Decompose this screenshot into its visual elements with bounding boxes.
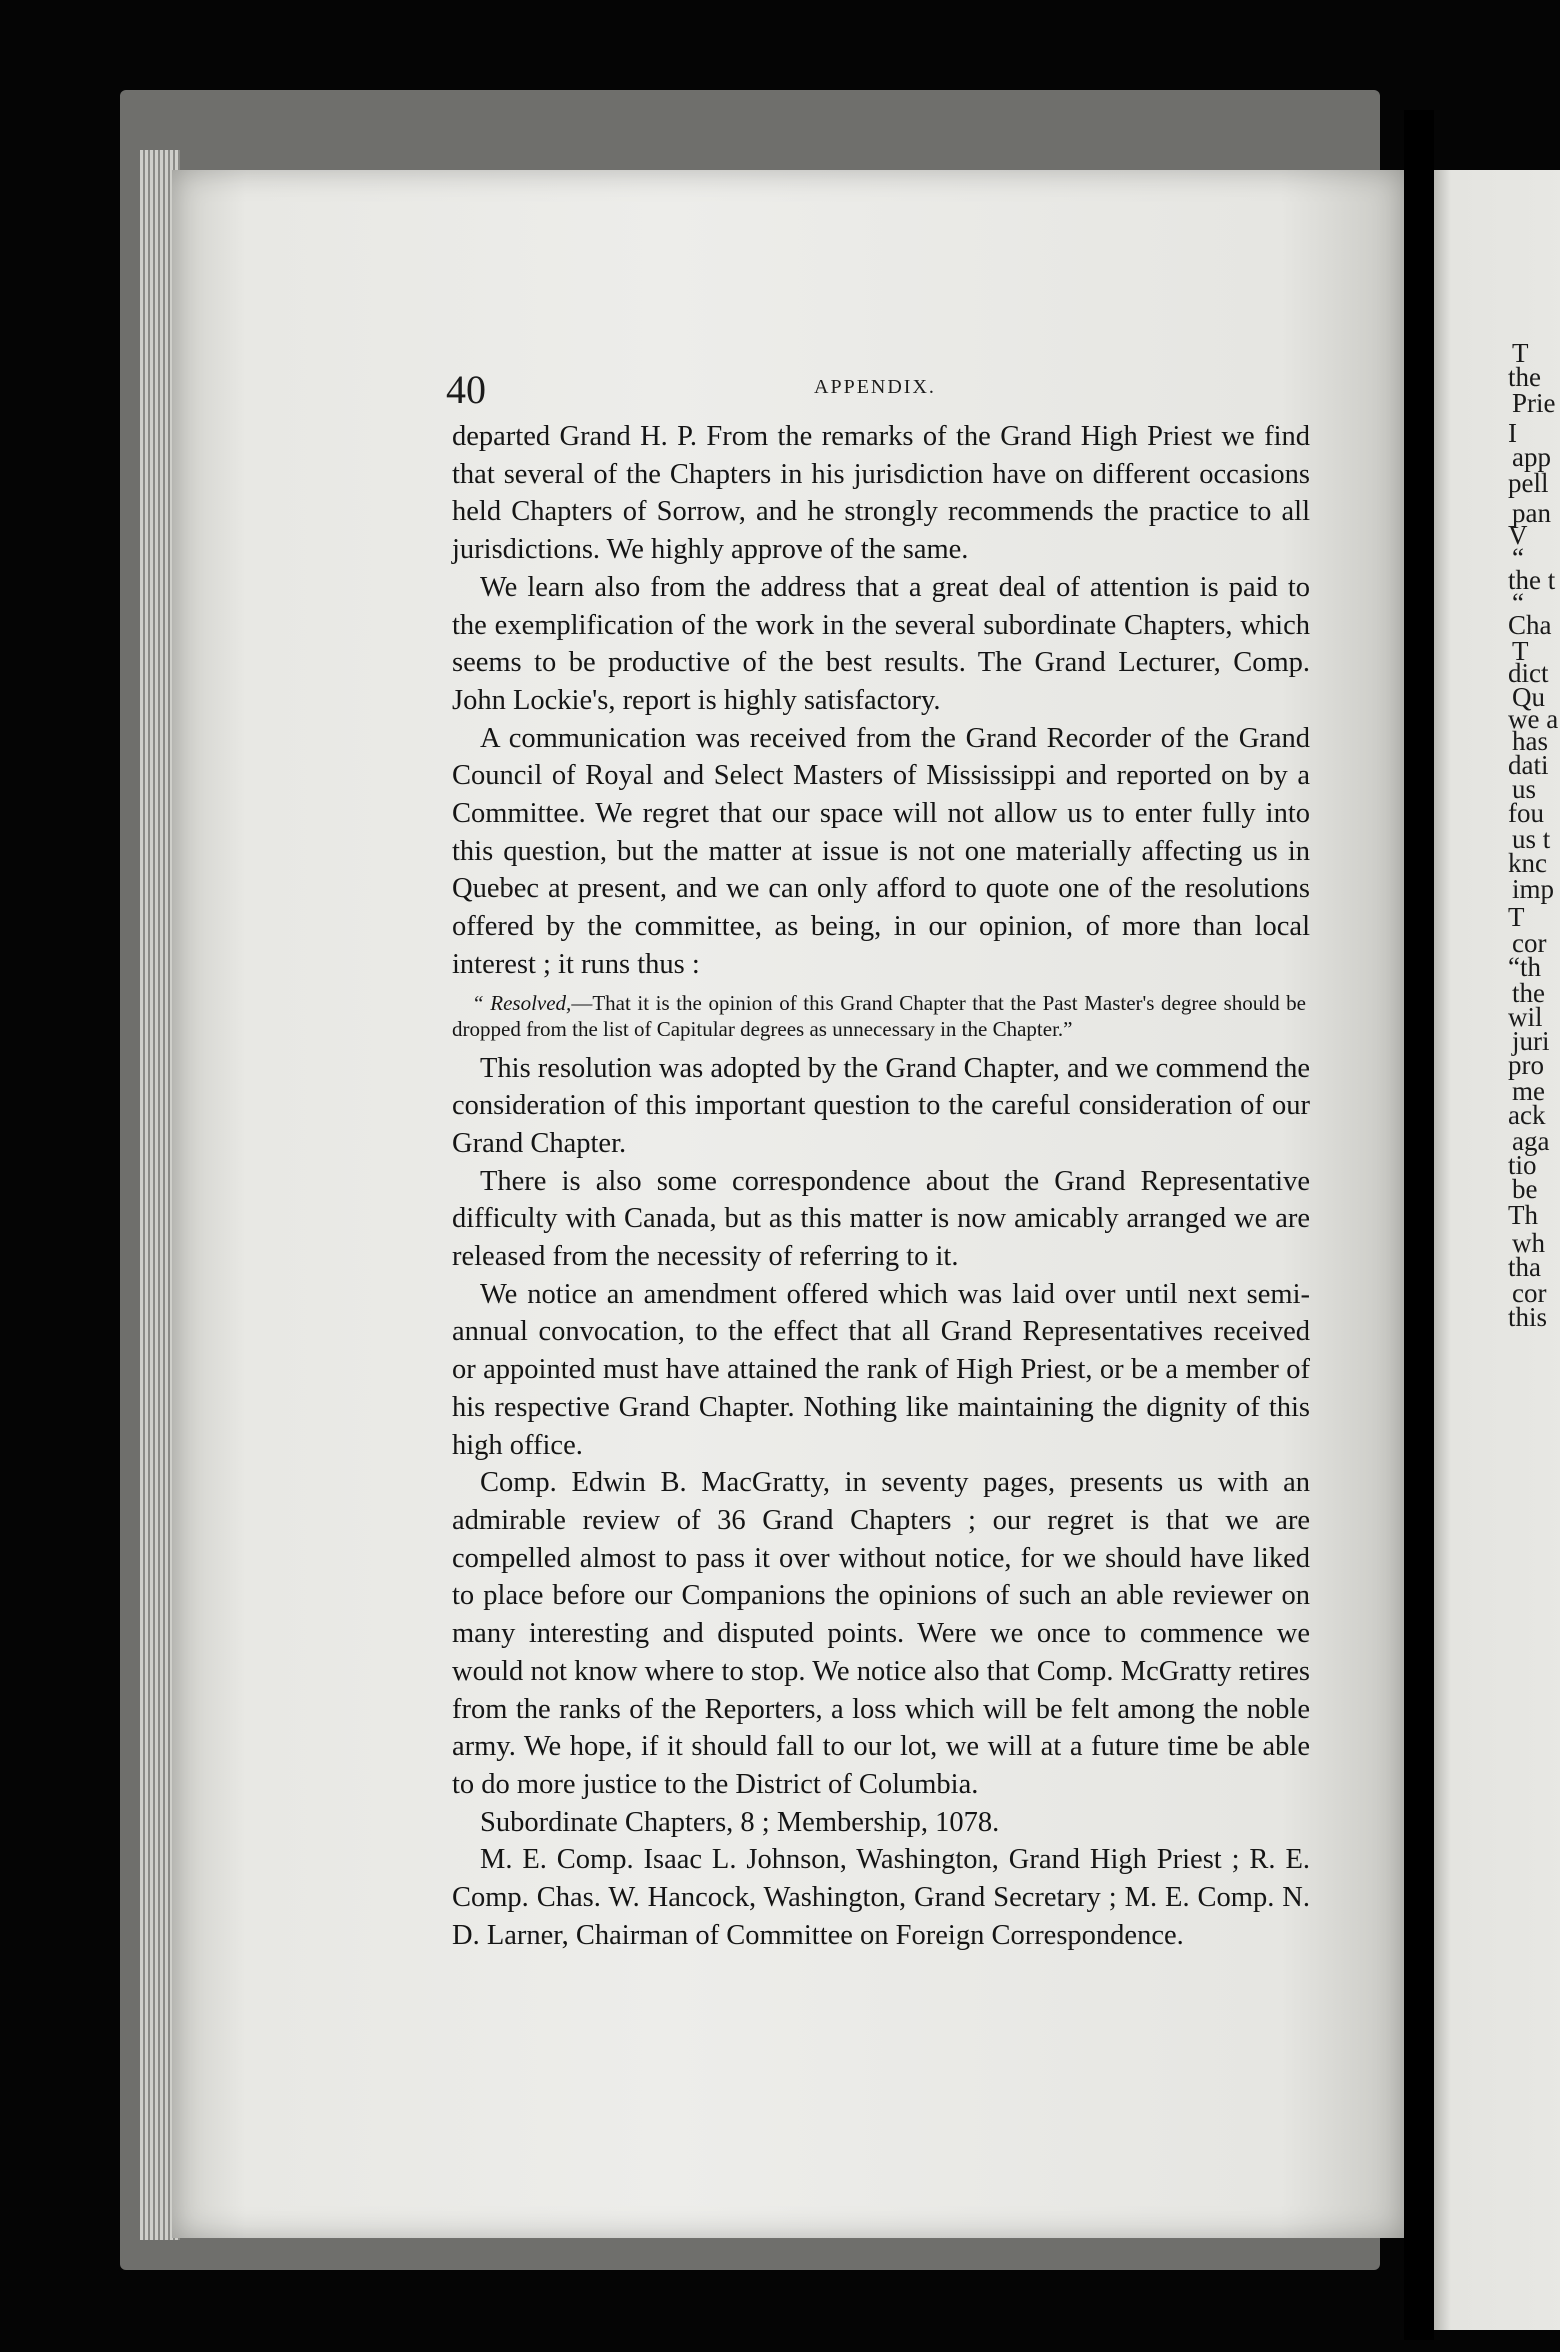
adjacent-page-fragment: pell: [1508, 468, 1549, 498]
quote-text: —That it is the opinion of this Grand Chapter that the Past Master's degree should be dropped from the list of Capitular degrees as unnecessary in the Chapter.”: [452, 990, 1306, 1041]
adjacent-page-fragment: us: [1512, 774, 1537, 804]
adjacent-page-fragment: Th: [1508, 1200, 1538, 1230]
paragraph: This resolution was adopted by the Grand Chapter, and we commend the consideration of this important question to the careful consideration of our Grand Chapter.: [452, 1052, 1310, 1159]
page-number: 40: [446, 367, 486, 412]
adjacent-page-fragment: me: [1512, 1076, 1545, 1106]
adjacent-page-fragment: imp: [1512, 874, 1555, 904]
body-text: [452, 418, 1310, 1954]
adjacent-page-fragment: wh: [1512, 1228, 1545, 1258]
adjacent-page-fragment: fou: [1508, 798, 1544, 828]
adjacent-page-edge: [1434, 170, 1560, 2330]
adjacent-page-fragment: be: [1512, 1174, 1538, 1204]
adjacent-page-fragment: V: [1508, 520, 1528, 550]
paragraph: departed Grand H. P. From the remarks of the Grand High Priest we find that several of the Chapters in his jurisdiction have on different occasions held Chapters of Sorrow, and he strongly recommends the practice to all jurisdictions. We highly approve of the same.: [452, 421, 1310, 566]
adjacent-page-fragment: dati: [1508, 750, 1549, 780]
adjacent-page-fragment: “th: [1508, 952, 1541, 982]
adjacent-page-fragment: app: [1512, 442, 1551, 472]
adjacent-page-fragment: us t: [1512, 824, 1551, 854]
paragraph: We learn also from the address that a great deal of attention is paid to the exemplification of the work in the several subordinate Chapters, which seems to be productive of the best results. The Grand Lecturer, Comp. John Lockie's, report is highly satisfactory.: [452, 571, 1310, 716]
paragraph: A communication was received from the Grand Recorder of the Grand Council of Royal and Select Masters of Mississippi and reported on by a Committee. We regret that our space will not allow us to enter fully into this question, but the matter at issue is not one materially affecting us in Quebec at present, and we can only afford to quote one of the resolutions offered by the committee, as being, in our opinion, of more than local interest ; it runs thus :: [452, 722, 1310, 980]
adjacent-page-fragment: T: [1508, 902, 1525, 932]
resolution-quote: [452, 990, 1306, 1042]
adjacent-page-fragment: the: [1512, 978, 1545, 1008]
paragraph: We notice an amendment offered which was laid over until next semi-annual convocation, to the effect that all Grand Representatives received or appointed must have attained the rank of High Priest, or be a member of his respective Grand Chapter. Nothing like maintaining the dignity of this high office.: [452, 1278, 1310, 1461]
adjacent-page-fragment: tha: [1508, 1252, 1541, 1282]
adjacent-page-fragment: pan: [1512, 498, 1551, 528]
adjacent-page-fragment: pro: [1508, 1050, 1544, 1080]
adjacent-page-fragment: T: [1512, 338, 1529, 368]
adjacent-page-fragment: Qu: [1512, 682, 1545, 712]
adjacent-page-fragment: has: [1512, 726, 1548, 756]
adjacent-page-fragment: T: [1512, 636, 1529, 666]
adjacent-page-fragment: the t: [1508, 565, 1556, 595]
adjacent-page-fragment: juri: [1512, 1026, 1550, 1056]
adjacent-page-fragment: the: [1508, 362, 1541, 392]
adjacent-page-fragment: Cha: [1508, 610, 1552, 640]
adjacent-page-fragment: this: [1508, 1302, 1548, 1332]
adjacent-page-fragment: cor: [1512, 1278, 1547, 1308]
quote-lead: “ Resolved,: [472, 990, 572, 1015]
adjacent-page-fragment: cor: [1512, 928, 1547, 958]
running-head-title: APPENDIX.: [814, 376, 936, 398]
adjacent-page-fragment: knc: [1508, 848, 1547, 878]
adjacent-page-fragment: wil: [1508, 1002, 1543, 1032]
adjacent-page-fragment: ack: [1508, 1100, 1546, 1130]
book-gutter: [1404, 110, 1434, 2340]
statistics-line: Subordinate Chapters, 8 ; Membership, 1078.: [480, 1806, 1000, 1838]
running-head: [446, 366, 1424, 414]
officers-line: M. E. Comp. Isaac L. Johnson, Washington, Grand High Priest ; R. E. Comp. Chas. W. Hancock, Washington, Grand Secretary ; M. E. Comp. N. D. Larner, Chairman of Committee on Foreign Correspondence.: [452, 1844, 1310, 1951]
adjacent-page-fragment: tio: [1508, 1150, 1537, 1180]
paragraph: There is also some correspondence about the Grand Representative difficulty with Canada, but as this matter is now amicably arranged we are released from the necessity of referring to it.: [452, 1165, 1310, 1273]
adjacent-page-fragment: dict: [1508, 658, 1549, 688]
adjacent-page-fragment: I: [1508, 418, 1517, 448]
adjacent-page-fragment: we a: [1508, 704, 1559, 734]
adjacent-page-fragment: “: [1512, 588, 1524, 618]
adjacent-page-fragment: Prie: [1512, 388, 1556, 418]
paragraph: Comp. Edwin B. MacGratty, in seventy pages, presents us with an admirable review of 36 Grand Chapters ; our regret is that we are compelled almost to pass it over without notice, for we should have liked to place before our Companions the opinions of such an able reviewer on many interesting and disputed points. Were we once to commence we would not know where to stop. We notice also that Comp. McGratty retires from the ranks of the Reporters, a loss which will be felt among the noble army. We hope, if it should fall to our lot, we will at a future time be able to do more justice to the District of Columbia.: [452, 1467, 1310, 1800]
adjacent-page-fragment: aga: [1512, 1126, 1550, 1156]
adjacent-page-fragment: “: [1512, 543, 1524, 573]
